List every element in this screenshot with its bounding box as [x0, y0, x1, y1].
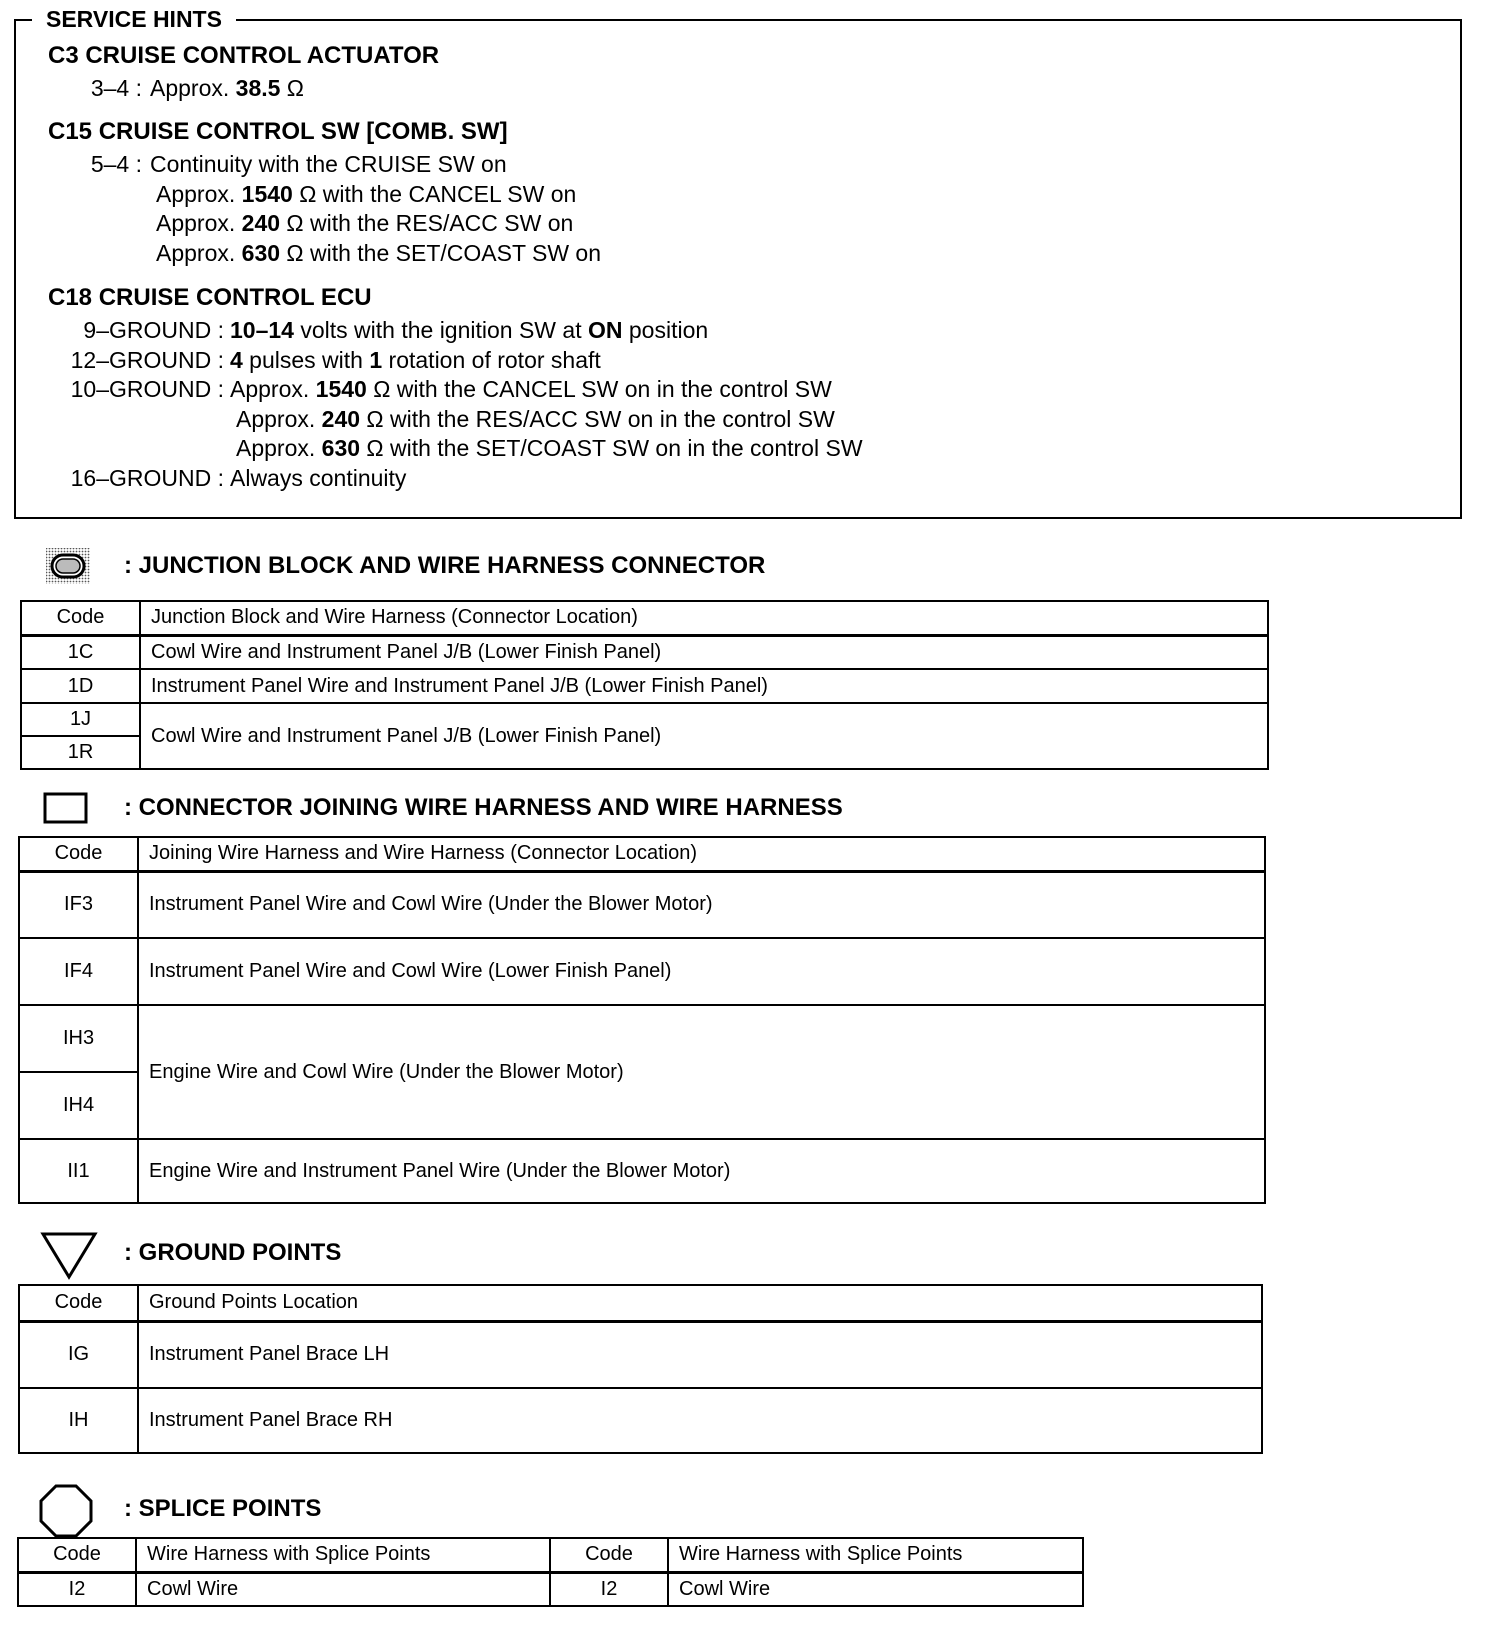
splice-points-title: : SPLICE POINTS [124, 1495, 322, 1522]
col-code-header: Code [19, 837, 138, 871]
code-cell: IF3 [19, 871, 138, 938]
hint-value-text: Ω with the CANCEL SW on in the control SW [366, 376, 832, 402]
code-cell: IG [19, 1321, 138, 1388]
table-row [19, 938, 1265, 1005]
col-desc-header: Joining Wire Harness and Wire Harness (Connector Location) [138, 837, 1265, 871]
table-header-row [19, 837, 1265, 871]
hint-value-text: Ω with the SET/COAST SW on in the control SW [360, 435, 863, 461]
hint-pin-label: 9–GROUND : [83, 317, 224, 343]
desc-cell: Cowl Wire [136, 1572, 550, 1606]
desc-cell: Cowl Wire [668, 1572, 1083, 1606]
table-row [19, 871, 1265, 938]
hint-value [156, 238, 601, 268]
hint-value-bold: 1 [369, 346, 383, 373]
hint-value [150, 149, 507, 179]
hint-pin-label: 10–GROUND : [70, 376, 224, 402]
hint-value-text: pulses with [242, 346, 370, 373]
hint-value-text: Ω with the RES/ACC SW on in the control SW [360, 405, 835, 432]
connector-title: : CONNECTOR JOINING WIRE HARNESS AND WIRE HARNESS [124, 794, 843, 821]
junction-block-title: : JUNCTION BLOCK AND WIRE HARNESS CONNECTOR [124, 552, 766, 579]
desc-cell: Instrument Panel Wire and Cowl Wire (Lower Finish Panel) [138, 938, 1265, 1005]
hint-value-text: Approx. [236, 435, 322, 461]
hint-value-bold: 630 [321, 435, 361, 461]
code-cell: IH [19, 1388, 138, 1453]
hint-value-text: volts with the ignition SW at [293, 317, 588, 343]
code-cell: 1R [21, 736, 140, 769]
hint-value-bold: ON [587, 317, 623, 343]
col-code-header: Code [18, 1538, 136, 1572]
hint-value-bold: 10–14 [230, 317, 294, 343]
code-cell: IF4 [19, 938, 138, 1005]
desc-cell: Engine Wire and Instrument Panel Wire (Under the Blower Motor) [138, 1139, 1265, 1203]
col-code-header: Code [550, 1538, 668, 1572]
table-row [19, 1005, 1265, 1072]
hint-pin-label: 16–GROUND : [70, 464, 224, 491]
hint-value [230, 463, 406, 493]
hint-value-text: Continuity with the CRUISE SW on [150, 151, 507, 177]
hint-value-bold: 630 [241, 239, 281, 266]
table-row [19, 1388, 1262, 1453]
hint-value [156, 208, 573, 238]
desc-cell: Cowl Wire and Instrument Panel J/B (Lower Finish Panel) [140, 703, 1268, 769]
junction-block-symbol-icon [45, 547, 93, 587]
table-row [21, 703, 1268, 736]
hint-value [230, 345, 601, 375]
connector-table [18, 836, 1266, 1204]
desc-cell: Cowl Wire and Instrument Panel J/B (Lower Finish Panel) [140, 635, 1268, 669]
col-desc-header: Wire Harness with Splice Points [136, 1538, 550, 1572]
hint-value [230, 315, 708, 345]
hint-value-bold: 240 [321, 405, 361, 432]
splice-point-octagon-icon [38, 1483, 94, 1539]
hint-value-bold: 38.5 [235, 75, 281, 101]
hint-value [236, 433, 863, 463]
hint-value-bold: 240 [241, 210, 281, 236]
hint-value-text: Ω with the SET/COAST SW on [280, 239, 602, 266]
hint-heading: C18 CRUISE CONTROL ECU [48, 284, 372, 311]
hint-value [230, 374, 832, 404]
code-cell: II1 [19, 1139, 138, 1203]
junction-block-table [20, 600, 1269, 770]
hint-value-bold: 4 [230, 346, 243, 373]
hint-pin-label: 5–4 : [90, 151, 142, 177]
hint-value-bold: 1540 [315, 376, 367, 402]
desc-cell: Instrument Panel Wire and Instrument Panel J/B (Lower Finish Panel) [140, 669, 1268, 703]
connector-symbol-icon [43, 792, 89, 826]
hint-value-text: Approx. [156, 239, 242, 266]
desc-cell: Instrument Panel Brace LH [138, 1321, 1262, 1388]
table-row [18, 1572, 1083, 1606]
code-cell: IH4 [19, 1072, 138, 1139]
table-row [21, 635, 1268, 669]
col-desc-header: Junction Block and Wire Harness (Connector Location) [140, 601, 1268, 635]
hint-value-text: Ω with the RES/ACC SW on [280, 210, 574, 236]
ground-point-triangle-icon [40, 1231, 98, 1281]
hint-value-text: Approx. [230, 376, 316, 402]
table-header-row [19, 1285, 1262, 1321]
hint-value [150, 73, 304, 103]
hint-value-text: Approx. [236, 405, 322, 432]
hint-value-text: Ω with the CANCEL SW on [292, 180, 577, 207]
hint-value [236, 404, 835, 434]
service-hints-title: SERVICE HINTS [32, 4, 236, 34]
col-code-header: Code [19, 1285, 138, 1321]
hint-value-text: Ω [280, 75, 305, 101]
table-row [21, 669, 1268, 703]
hint-value-text: Approx. [150, 75, 236, 101]
col-code-header: Code [21, 601, 140, 635]
col-desc-header: Wire Harness with Splice Points [668, 1538, 1083, 1572]
hint-value-bold: 1540 [241, 180, 293, 207]
code-cell: 1D [21, 669, 140, 703]
hint-value [156, 179, 576, 209]
desc-cell: Instrument Panel Wire and Cowl Wire (Under the Blower Motor) [138, 871, 1265, 938]
col-desc-header: Ground Points Location [138, 1285, 1262, 1321]
ground-points-title: : GROUND POINTS [124, 1239, 342, 1266]
hint-value-text: Always continuity [230, 464, 407, 491]
hint-value-text: rotation of rotor shaft [382, 346, 601, 373]
desc-cell: Engine Wire and Cowl Wire (Under the Blower Motor) [138, 1005, 1265, 1139]
hint-value-text: Approx. [156, 210, 242, 236]
hint-heading: C15 CRUISE CONTROL SW [COMB. SW] [48, 118, 508, 145]
hint-value-text: position [622, 317, 709, 343]
table-header-row [21, 601, 1268, 635]
code-cell: I2 [18, 1572, 136, 1606]
table-row [19, 1139, 1265, 1203]
hint-value-text: Approx. [156, 180, 242, 207]
desc-cell: Instrument Panel Brace RH [138, 1388, 1262, 1453]
hint-heading: C3 CRUISE CONTROL ACTUATOR [48, 42, 440, 69]
splice-points-table [17, 1537, 1084, 1607]
hint-pin-label: 12–GROUND : [70, 346, 224, 373]
code-cell: I2 [550, 1572, 668, 1606]
ground-points-table [18, 1284, 1263, 1454]
code-cell: 1J [21, 703, 140, 736]
code-cell: 1C [21, 635, 140, 669]
table-header-row [18, 1538, 1083, 1572]
hint-pin-label: 3–4 : [90, 75, 142, 101]
code-cell: IH3 [19, 1005, 138, 1072]
table-row [19, 1321, 1262, 1388]
